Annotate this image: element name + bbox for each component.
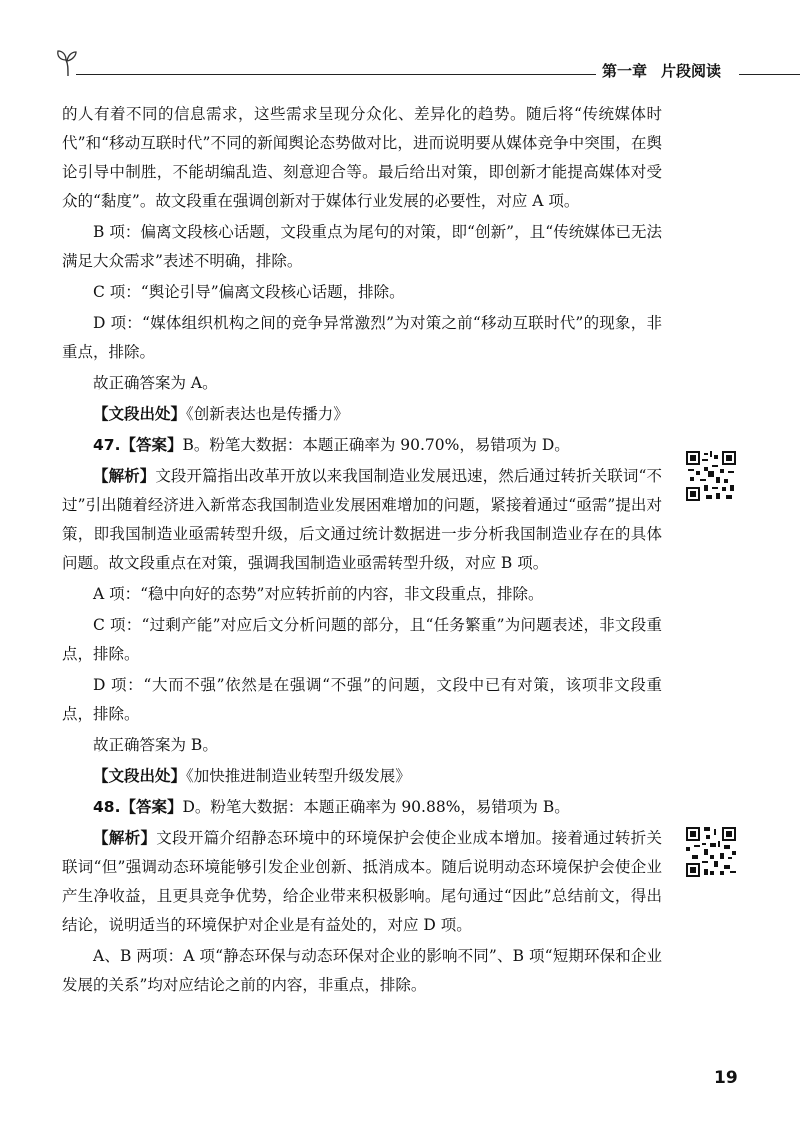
paragraph: B 项：偏离文段核心话题，文段重点为尾句的对策，即“创新”，且“传统媒体已无法满足大众需求”表述不明确，排除。 — [62, 223, 662, 270]
analysis-text: 文段开篇指出改革开放以来我国制造业发展迅速，然后通过转折关联词“不过”引出随着经济进入新常态我国制造业发展困难增加的问题，紧接着通过“亟需”提出对策，即我国制造业亟需转型升级，后文通过统计数据进一步分析我国制造业存在的具体问题。故文段重点在对策，强调我国制造业亟需转型升级，对应 B 项。 — [62, 467, 662, 572]
option-analysis: A 项：“稳中向好的态势”对应转折前的内容，非文段重点，排除。 — [93, 585, 544, 603]
chapter-label: 第一章 — [602, 62, 648, 80]
qr-code-icon[interactable] — [686, 827, 736, 877]
answer-line — [62, 793, 662, 822]
paragraph: 故正确答案为 A。 — [93, 374, 218, 392]
answer-tag: 47.【答案】 — [93, 436, 183, 454]
option-analysis: D 项：“大而不强”依然是在强调“不强”的问题，文段中已有对策，该项非文段重点，排除。 — [62, 676, 662, 723]
source-title: 《创新表达也是传播力》 — [186, 405, 349, 423]
analysis-tag: 【解析】 — [93, 467, 156, 485]
paragraph: 的人有着不同的信息需求，这些需求呈现分众化、差异化的趋势。随后将“传统媒体时代”和“移动互联时代”不同的新闻舆论态势做对比，进而说明要从媒体竞争中突围，在舆论引导中制胜，不能胡编乱造、刻意迎合等。最后给出对策，即创新才能提高媒体对受众的“黏度”。故文段重在强调创新对于媒体行业发展的必要性，对应 A 项。 — [62, 105, 662, 210]
paragraph: C 项：“舆论引导”偏离文段核心话题，排除。 — [93, 283, 405, 301]
source-tag: 【文段出处】 — [93, 405, 187, 423]
analysis-paragraph — [62, 462, 662, 578]
answer-text: B。粉笔大数据：本题正确率为 90.70%，易错项为 D。 — [182, 436, 570, 454]
source-line — [62, 400, 662, 429]
option-analysis: A、B 两项：A 项“静态环保与动态环保对企业的影响不同”、B 项“短期环保和企业发展的关系”均对应结论之前的内容，非重点，排除。 — [62, 947, 662, 994]
running-header — [56, 48, 746, 88]
analysis-text: 文段开篇介绍静态环境中的环境保护会使企业成本增加。接着通过转折关联词“但”强调动态环境能够引发企业创新、抵消成本。随后说明动态环境保护会使企业产生净收益，且更具竞争优势，给企业带来积极影响。尾句通过“因此”总结前文，得出结论，说明适当的环境保护对企业是有益处的，对应 D 项。 — [62, 829, 662, 934]
analysis-paragraph — [62, 824, 662, 940]
conclusion: 故正确答案为 B。 — [93, 736, 218, 754]
source-title: 《加快推进制造业转型升级发展》 — [186, 767, 411, 785]
source-tag: 【文段出处】 — [93, 767, 187, 785]
source-line — [62, 762, 662, 791]
paragraph: D 项：“媒体组织机构之间的竞争异常激烈”为对策之前“移动互联时代”的现象，非重点，排除。 — [62, 314, 662, 361]
section-label: 片段阅读 — [661, 62, 722, 80]
qr-code-icon[interactable] — [686, 451, 736, 501]
page-number: 19 — [714, 1068, 738, 1088]
analysis-tag: 【解析】 — [93, 829, 157, 847]
answer-tag: 48.【答案】 — [93, 798, 183, 816]
header-rule-tail — [739, 74, 800, 75]
page-body — [62, 100, 662, 1002]
answer-text: D。粉笔大数据：本题正确率为 90.88%，易错项为 B。 — [182, 798, 570, 816]
option-analysis: C 项：“过剩产能”对应后文分析问题的部分，且“任务繁重”为问题表述，非文段重点，排除。 — [62, 616, 662, 663]
header-rule — [76, 74, 634, 75]
chapter-title — [596, 60, 727, 81]
answer-line — [62, 431, 662, 460]
